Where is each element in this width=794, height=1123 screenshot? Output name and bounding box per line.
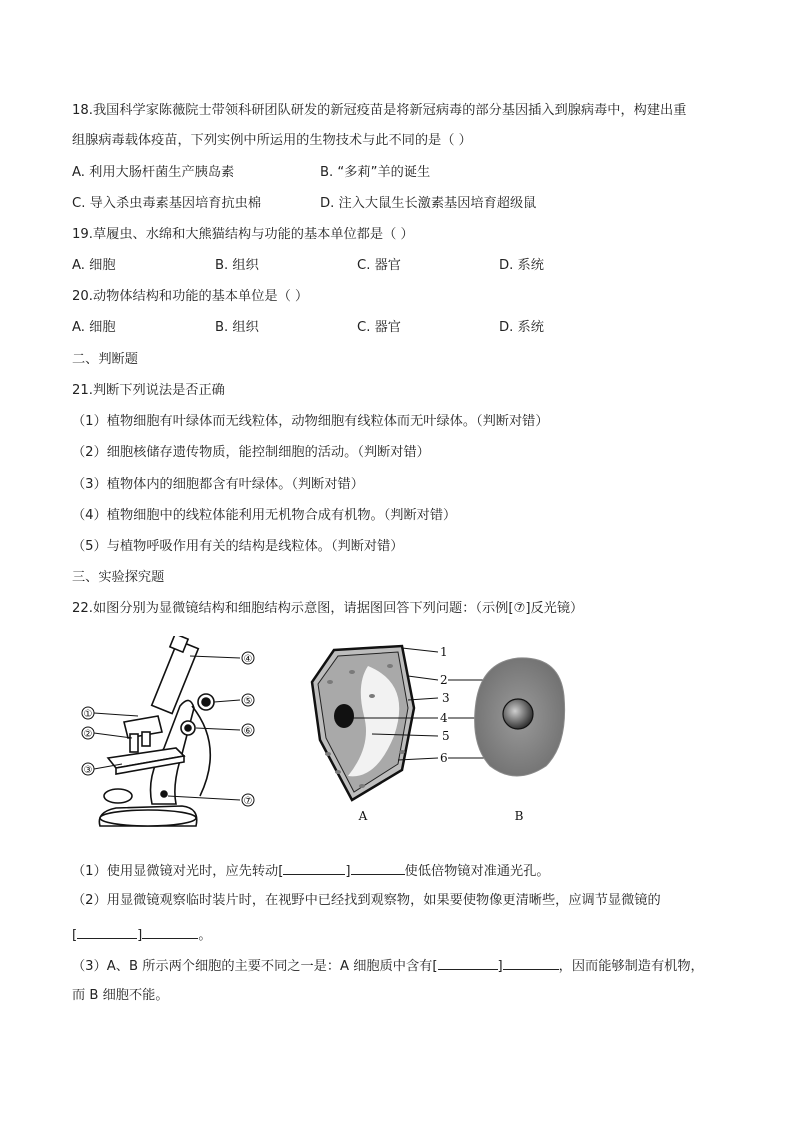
q21-item-1: （1）植物细胞有叶绿体而无线粒体，动物细胞有线粒体而无叶绿体。（判断对错） (72, 414, 549, 429)
cell-number-2: 2 (440, 673, 448, 687)
q22-sub2-end: 。 (198, 928, 212, 943)
microscope-label-3: ③ (83, 765, 93, 776)
q20-option-a[interactable]: A. 细胞 (72, 320, 116, 335)
q22-sub2-line1: （2）用显微镜观察临时装片时，在视野中已经找到观察物，如果要使物像更清晰些，应调节显微镜的 (72, 893, 661, 908)
q18-option-a[interactable]: A. 利用大肠杆菌生产胰岛素 (72, 165, 235, 180)
cell-number-1: 1 (440, 645, 448, 659)
microscope-label-7: ⑦ (243, 796, 253, 807)
q20-option-c[interactable]: C. 器官 (357, 320, 401, 335)
microscope-label-2: ② (83, 729, 93, 740)
q19-option-b[interactable]: B. 组织 (215, 258, 259, 273)
q20-option-d[interactable]: D. 系统 (499, 320, 544, 335)
q21-item-2: （2）细胞核储存遗传物质，能控制细胞的活动。（判断对错） (72, 445, 430, 460)
q22-sub2-line2: [ ] 。 (72, 924, 212, 946)
cell-number-6: 6 (440, 751, 448, 765)
q19-stem: 19.草履虫、水绵和大熊猫结构与功能的基本单位都是（ ） (72, 227, 414, 242)
q19-option-d[interactable]: D. 系统 (499, 258, 544, 273)
q21-item-5: （5）与植物呼吸作用有关的结构是线粒体。（判断对错） (72, 539, 404, 554)
q22-sub3-prefix: （3）A、B 所示两个细胞的主要不同之一是：A 细胞质中含有[ (72, 959, 438, 974)
answer-blank-1a[interactable] (283, 860, 345, 875)
microscope-label-5: ⑤ (243, 696, 253, 707)
q18-stem-line2: 组腺病毒载体疫苗，下列实例中所运用的生物技术与此不同的是（ ） (72, 133, 472, 148)
q18-stem-line1: 18.我国科学家陈薇院士带领科研团队研发的新冠疫苗是将新冠病毒的部分基因插入到腺病毒中，构建出重 (72, 103, 687, 118)
cell-b-label: B (514, 809, 524, 823)
cell-number-3: 3 (442, 691, 450, 705)
q18-option-b[interactable]: B. “多莉”羊的诞生 (320, 165, 431, 180)
q21-item-4: （4）植物细胞中的线粒体能利用无机物合成有机物。（判断对错） (72, 508, 457, 523)
cell-number-5: 5 (442, 729, 450, 743)
q22-sub3-line1: （3）A、B 所示两个细胞的主要不同之一是：A 细胞质中含有[ ] ，因而能够制造有机物， (72, 955, 704, 977)
q20-option-b[interactable]: B. 组织 (215, 320, 259, 335)
q19-option-a[interactable]: A. 细胞 (72, 258, 116, 273)
q18-option-c[interactable]: C. 导入杀虫毒素基因培育抗虫棉 (72, 196, 262, 211)
answer-blank-1b[interactable] (351, 860, 405, 875)
q21-item-3: （3）植物体内的细胞都含有叶绿体。（判断对错） (72, 477, 364, 492)
microscope-label-1: ① (83, 709, 93, 720)
q22-sub1-prefix: （1）使用显微镜对光时，应先转动[ (72, 864, 284, 879)
cell-number-labels (440, 645, 450, 765)
q19-option-c[interactable]: C. 器官 (357, 258, 401, 273)
q21-stem: 21.判断下列说法是否正确 (72, 383, 225, 398)
section-heading-experiment: 三、实验探究题 (72, 570, 165, 585)
cell-a-label: A (358, 809, 368, 823)
cell-number-4: 4 (440, 711, 448, 725)
q22-sub1: （1）使用显微镜对光时，应先转动[ ] 使低倍物镜对准通光孔。 (72, 860, 550, 882)
answer-blank-2b[interactable] (142, 924, 198, 939)
answer-blank-3a[interactable] (438, 955, 498, 970)
q22-sub1-suffix: 使低倍物镜对准通光孔。 (404, 864, 550, 879)
answer-blank-3b[interactable] (503, 955, 559, 970)
section-heading-judgement: 二、判断题 (72, 352, 138, 367)
answer-blank-2a[interactable] (77, 924, 137, 939)
q18-option-d[interactable]: D. 注入大鼠生长激素基因培育超级鼠 (320, 196, 537, 211)
q20-stem: 20.动物体结构和功能的基本单位是（ ） (72, 289, 309, 304)
microscope-label-6: ⑥ (243, 726, 253, 737)
animal-cell-b (475, 658, 565, 823)
q22-figure (72, 636, 572, 836)
q22-stem: 22.如图分别为显微镜结构和细胞结构示意图，请据图回答下列问题：（示例[⑦]反光镜） (72, 601, 584, 616)
q22-sub3-line2: 而 B 细胞不能。 (72, 988, 169, 1003)
microscope-label-4: ④ (243, 654, 253, 665)
q22-sub3-suffix: ，因而能够制造有机物， (558, 959, 704, 974)
